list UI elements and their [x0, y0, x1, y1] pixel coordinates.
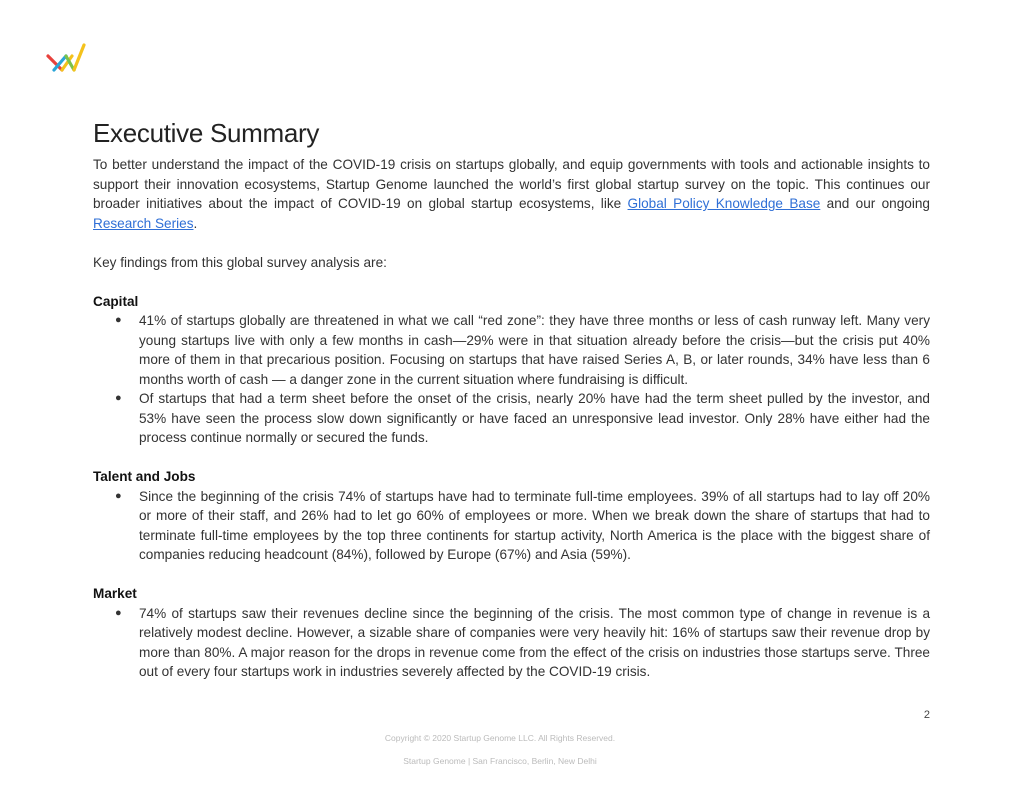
bullet-icon: ● [115, 606, 122, 619]
market-list [93, 604, 930, 682]
research-series-link[interactable]: Research Series [93, 215, 194, 231]
list-item: ● 41% of startups globally are threatened in what we call “red zone”: they have three months or less of cash runway left. Many very young startups live with only a few months in cash—29% were in that situation already before the crisis—but the crisis put 40% more of them in that precarious position. Focusing on startups that have raised Series A, B, or later rounds, 34% have less than 6 months worth of cash — a danger zone in the current situation where fundraising is difficult. [115, 313, 930, 387]
footer-locations: Startup Genome | San Francisco, Berlin, New Delhi [403, 756, 597, 766]
startup-genome-logo [46, 42, 86, 76]
key-findings-intro: Key findings from this global survey analysis are: [93, 254, 387, 270]
footer-copyright: Copyright © 2020 Startup Genome LLC. All Rights Reserved. [384, 733, 616, 743]
page-number: 2 [923, 709, 930, 721]
section-heading-capital: Capital [93, 293, 139, 309]
intro-text: To better understand the impact of the COVID-19 crisis on startups globally, and equip governments with tools and actionable insights to support their innovation ecosystems, Startup Genome launched the world’s first global startup survey on the topic. This continues our broader initiatives about the impact of COVID-19 on global startup ecosystems, like [93, 157, 930, 211]
capital-list [93, 311, 930, 448]
page-title: Executive Summary [93, 118, 320, 148]
global-policy-knowledge-base-link[interactable]: Global Policy Knowledge Base [627, 196, 821, 211]
intro-paragraph [93, 155, 930, 233]
bullet-icon: ● [115, 314, 122, 326]
intro-text-end: . [193, 215, 198, 231]
document-body [93, 118, 930, 682]
section-heading-market: Market [93, 586, 137, 601]
bullet-icon: ● [115, 489, 122, 502]
bullet-icon: ● [115, 392, 122, 404]
talent-list [93, 487, 930, 565]
section-heading-talent-and-jobs: Talent and Jobs [93, 469, 196, 484]
list-item: ● 74% of startups saw their revenues decline since the beginning of the crisis. The most common type of change in revenue is a relatively modest decline. However, a sizable share of companies were very heavily hit: 16% of startups saw their revenue drop by more than 80%. A major reason for the drops in revenue come from the effect of the crisis on industries those startups serve. Three out of every four startups work in industries severely affected by the COVID-19 crisis. [115, 605, 930, 679]
list-item: ● Of startups that had a term sheet before the onset of the crisis, nearly 20% have had the term sheet pulled by the investor, and 53% have seen the process slow down significantly or have faced an unresponsive lead investor. Only 28% have either had the process continue normally or secured the funds. [115, 391, 930, 445]
intro-text-middle: and our ongoing [820, 196, 930, 211]
list-item: ● Since the beginning of the crisis 74% of startups have had to terminate full-time employees. 39% of all startups had to lay off 20% or more of their staff, and 26% had to let go 60% of employees or more. When we break down the share of startups that had to terminate full-time employees by the top three continents for startup activity, North America is the place with the biggest share of companies reducing headcount (84%), followed by Europe (67%) and Asia (59%). [115, 488, 930, 562]
